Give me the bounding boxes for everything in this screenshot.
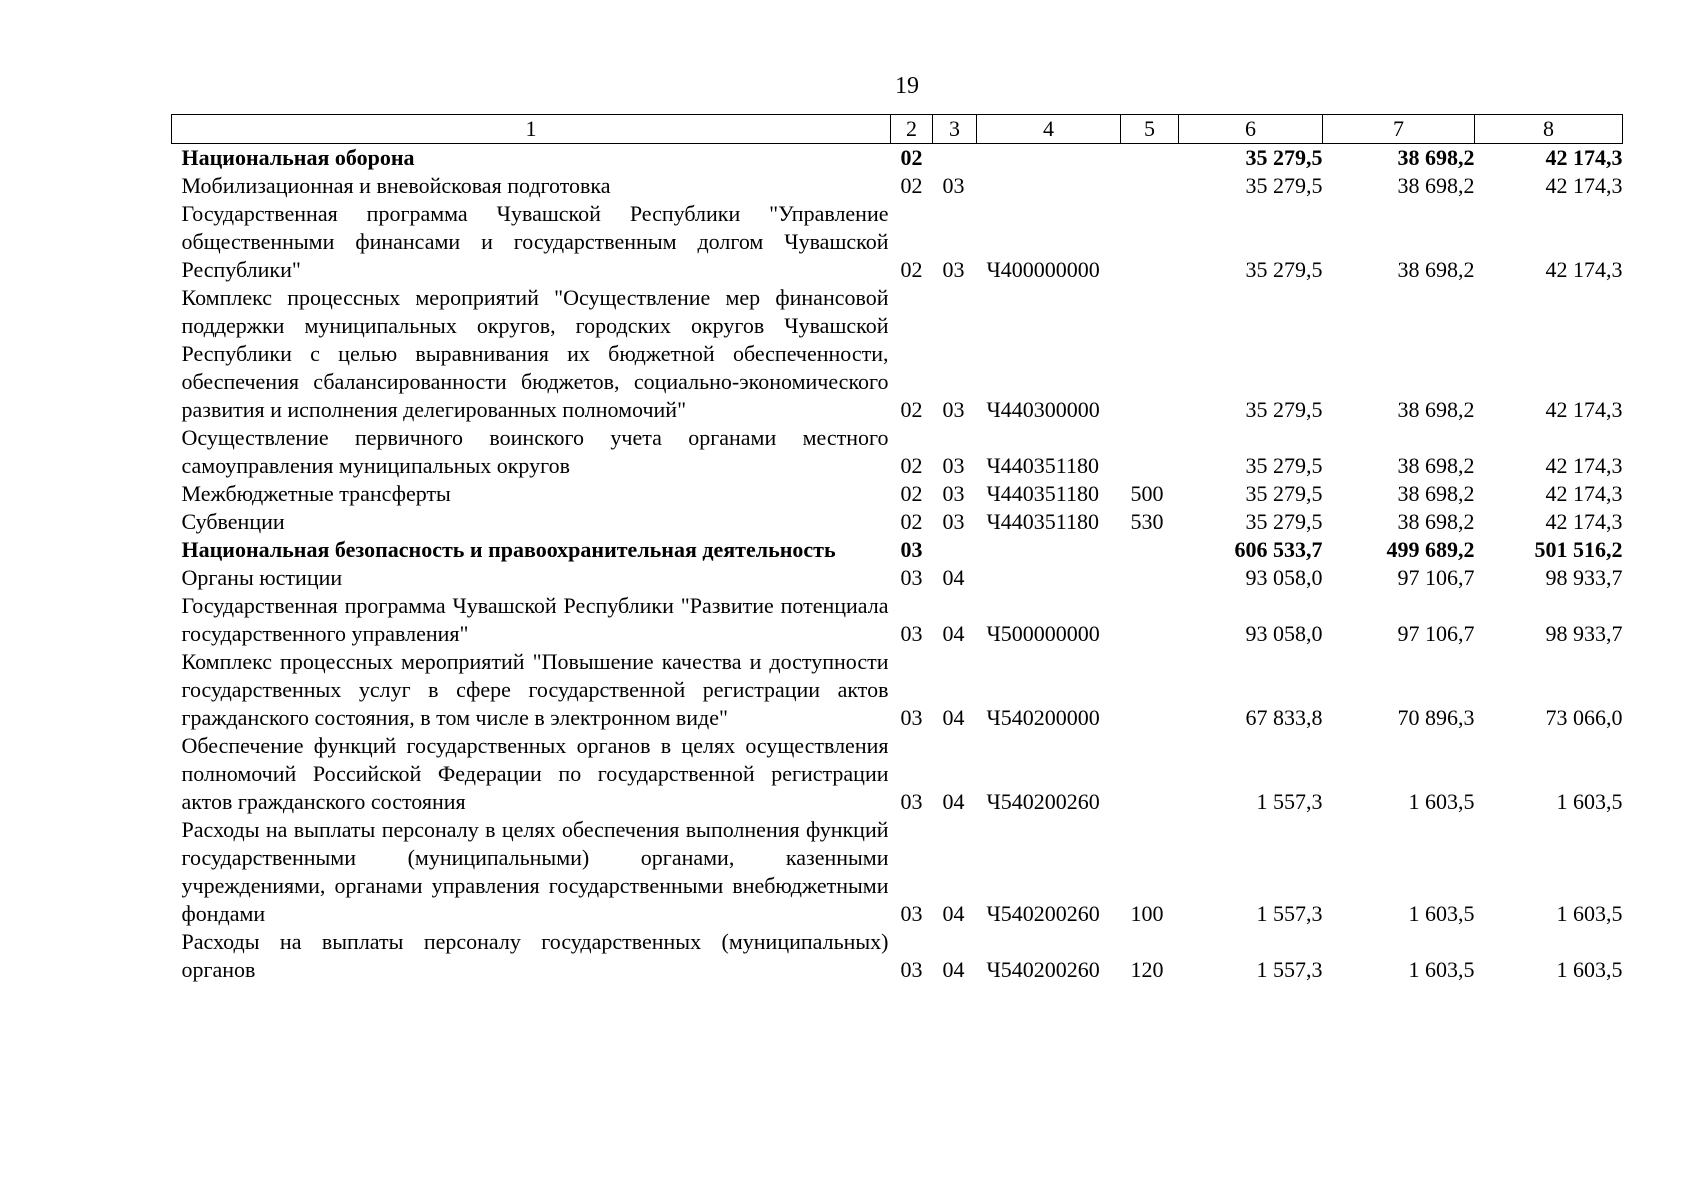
row-amount-col6: 1 557,3 — [1256, 957, 1323, 982]
table-row — [172, 480, 1623, 508]
table-body — [172, 144, 1623, 985]
column-header: 8 — [1475, 115, 1623, 144]
row-expense-type-code: 500 — [1130, 481, 1164, 506]
row-name: Расходы на выплаты персоналу государственных (муниципальных) органов — [181, 929, 889, 982]
table-row — [172, 424, 1623, 480]
row-amount-col7: 38 698,2 — [1397, 481, 1475, 506]
row-amount-col6: 35 279,5 — [1245, 509, 1323, 534]
row-amount-col8: 98 933,7 — [1545, 565, 1623, 590]
row-subsection-code: 03 — [942, 173, 965, 198]
row-section-code: 02 — [900, 481, 923, 506]
row-target-article-code: Ч440351180 — [986, 453, 1099, 478]
row-subsection-code: 04 — [942, 621, 965, 646]
row-subsection-code: 04 — [942, 957, 965, 982]
row-target-article-code: Ч400000000 — [986, 257, 1100, 282]
column-header: 6 — [1179, 115, 1323, 144]
row-expense-type-code — [1121, 648, 1179, 732]
table-row — [172, 200, 1623, 284]
row-amount-col7: 1 603,5 — [1408, 957, 1475, 982]
column-header: 5 — [1121, 115, 1179, 144]
row-amount-col6: 1 557,3 — [1256, 789, 1323, 814]
row-subsection-code: 03 — [942, 257, 965, 282]
row-amount-col7: 38 698,2 — [1397, 509, 1475, 534]
row-expense-type-code: 120 — [1130, 957, 1164, 982]
row-expense-type-code — [1121, 732, 1179, 816]
column-header: 1 — [172, 115, 891, 144]
row-section-code: 02 — [900, 257, 923, 282]
row-amount-col6: 35 279,5 — [1245, 453, 1323, 478]
row-amount-col6: 93 058,0 — [1245, 565, 1323, 590]
row-subsection-code: 03 — [942, 509, 965, 534]
table-row — [172, 732, 1623, 816]
column-header: 7 — [1323, 115, 1475, 144]
row-target-article-code: Ч500000000 — [986, 621, 1100, 646]
row-section-code: 03 — [900, 789, 923, 814]
row-amount-col7: 70 896,3 — [1397, 705, 1475, 730]
row-name: Национальная безопасность и правоохранительная деятельность — [181, 537, 836, 562]
column-header: 2 — [891, 115, 933, 144]
row-amount-col7: 38 698,2 — [1397, 173, 1475, 198]
row-name: Национальная оборона — [181, 145, 415, 170]
row-subsection-code: 03 — [942, 453, 965, 478]
row-name: Органы юстиции — [181, 565, 343, 590]
row-amount-col8: 42 174,3 — [1545, 257, 1623, 282]
row-amount-col8: 42 174,3 — [1545, 453, 1623, 478]
row-name: Комплекс процессных мероприятий "Осуществление мер финансовой поддержки муниципальных округов, городских округов Чувашской Республики с целью выравнивания их бюджетной обеспеченности, обеспечения сбалансированности бюджетов, социально-экономического развития и исполнения делегированных полномочий" — [181, 285, 889, 422]
row-subsection-code: 04 — [942, 901, 965, 926]
row-amount-col7: 97 106,7 — [1397, 621, 1475, 646]
row-subsection-code — [933, 144, 977, 173]
table-row — [172, 648, 1623, 732]
row-target-article-code — [977, 564, 1121, 592]
row-section-code: 03 — [900, 901, 923, 926]
row-expense-type-code — [1121, 200, 1179, 284]
table-row — [172, 816, 1623, 928]
row-subsection-code — [933, 536, 977, 564]
row-target-article-code: Ч540200000 — [986, 705, 1100, 730]
row-amount-col6: 67 833,8 — [1245, 705, 1323, 730]
row-amount-col8: 42 174,3 — [1545, 509, 1623, 534]
row-subsection-code: 04 — [942, 565, 965, 590]
table-row — [172, 144, 1623, 173]
table-row — [172, 172, 1623, 200]
row-target-article-code: Ч540200260 — [986, 789, 1100, 814]
table-row — [172, 592, 1623, 648]
row-name: Комплекс процессных мероприятий "Повышение качества и доступности государственных услуг в сфере государственной регистрации актов гражданского состояния, в том числе в электронном виде" — [181, 649, 889, 730]
row-amount-col7: 38 698,2 — [1397, 257, 1475, 282]
row-section-code: 03 — [900, 705, 923, 730]
row-amount-col6: 35 279,5 — [1245, 397, 1323, 422]
table-row — [172, 536, 1623, 564]
row-amount-col8: 42 174,3 — [1545, 145, 1623, 170]
row-amount-col8: 42 174,3 — [1545, 173, 1623, 198]
row-amount-col7: 38 698,2 — [1397, 453, 1475, 478]
row-amount-col6: 35 279,5 — [1245, 145, 1323, 170]
row-target-article-code — [977, 144, 1121, 173]
row-section-code: 02 — [900, 453, 923, 478]
row-name: Межбюджетные трансферты — [181, 481, 451, 506]
row-amount-col7: 1 603,5 — [1408, 901, 1475, 926]
row-target-article-code: Ч540200260 — [986, 901, 1100, 926]
row-amount-col7: 1 603,5 — [1408, 789, 1475, 814]
row-section-code: 02 — [900, 397, 923, 422]
row-subsection-code: 04 — [942, 705, 965, 730]
table-row — [172, 284, 1623, 424]
row-target-article-code: Ч540200260 — [986, 957, 1100, 982]
row-target-article-code: Ч440351180 — [986, 509, 1099, 534]
row-amount-col7: 38 698,2 — [1397, 397, 1475, 422]
row-name: Государственная программа Чувашской Республики "Развитие потенциала государственного управления" — [181, 593, 889, 646]
row-name: Мобилизационная и вневойсковая подготовка — [181, 173, 611, 198]
row-name: Обеспечение функций государственных органов в целях осуществления полномочий Российской Федерации по государственной регистрации актов гражданского состояния — [181, 733, 889, 814]
row-amount-col8: 42 174,3 — [1545, 481, 1623, 506]
row-amount-col8: 42 174,3 — [1545, 397, 1623, 422]
row-expense-type-code — [1121, 424, 1179, 480]
page-number: 19 — [895, 73, 919, 99]
table-row — [172, 928, 1623, 984]
row-name: Расходы на выплаты персоналу в целях обеспечения выполнения функций государственными (муниципальными) органами, казенными учреждениями, органами управления государственными внебюджетными фондами — [181, 817, 889, 926]
row-expense-type-code — [1121, 172, 1179, 200]
row-expense-type-code — [1121, 144, 1179, 173]
row-target-article-code: Ч440300000 — [986, 397, 1100, 422]
column-header: 3 — [933, 115, 977, 144]
row-amount-col6: 35 279,5 — [1245, 173, 1323, 198]
row-amount-col8: 501 516,2 — [1534, 537, 1623, 562]
row-amount-col8: 1 603,5 — [1556, 901, 1623, 926]
row-subsection-code: 03 — [942, 397, 965, 422]
row-expense-type-code — [1121, 536, 1179, 564]
row-name: Осуществление первичного воинского учета органами местного самоуправления муниципальных округов — [181, 425, 889, 478]
row-amount-col8: 1 603,5 — [1556, 957, 1623, 982]
row-expense-type-code: 100 — [1130, 901, 1164, 926]
row-expense-type-code — [1121, 592, 1179, 648]
row-amount-col7: 97 106,7 — [1397, 565, 1475, 590]
row-name: Государственная программа Чувашской Республики "Управление общественными финансами и государственным долгом Чувашской Республики" — [181, 201, 889, 282]
row-amount-col6: 1 557,3 — [1256, 901, 1323, 926]
row-amount-col7: 38 698,2 — [1397, 145, 1475, 170]
row-amount-col8: 98 933,7 — [1545, 621, 1623, 646]
row-section-code: 03 — [900, 621, 923, 646]
row-section-code: 03 — [900, 957, 923, 982]
table-row — [172, 564, 1623, 592]
row-section-code: 03 — [900, 565, 923, 590]
row-section-code: 02 — [900, 173, 923, 198]
row-amount-col6: 606 533,7 — [1234, 537, 1323, 562]
row-amount-col6: 93 058,0 — [1245, 621, 1323, 646]
row-subsection-code: 03 — [942, 481, 965, 506]
row-name: Субвенции — [181, 509, 285, 534]
row-section-code: 02 — [900, 509, 923, 534]
header-row — [172, 115, 1623, 144]
row-expense-type-code — [1121, 564, 1179, 592]
column-header: 4 — [977, 115, 1121, 144]
row-amount-col6: 35 279,5 — [1245, 481, 1323, 506]
row-subsection-code: 04 — [942, 789, 965, 814]
row-expense-type-code — [1121, 284, 1179, 424]
row-target-article-code — [977, 172, 1121, 200]
table-row — [172, 508, 1623, 536]
row-amount-col8: 73 066,0 — [1545, 705, 1623, 730]
row-amount-col7: 499 689,2 — [1386, 537, 1475, 562]
budget-table — [171, 114, 1623, 984]
row-expense-type-code: 530 — [1130, 509, 1164, 534]
row-amount-col8: 1 603,5 — [1556, 789, 1623, 814]
row-target-article-code — [977, 536, 1121, 564]
row-amount-col6: 35 279,5 — [1245, 257, 1323, 282]
row-target-article-code: Ч440351180 — [986, 481, 1099, 506]
row-section-code: 03 — [900, 537, 923, 562]
row-section-code: 02 — [900, 145, 923, 170]
